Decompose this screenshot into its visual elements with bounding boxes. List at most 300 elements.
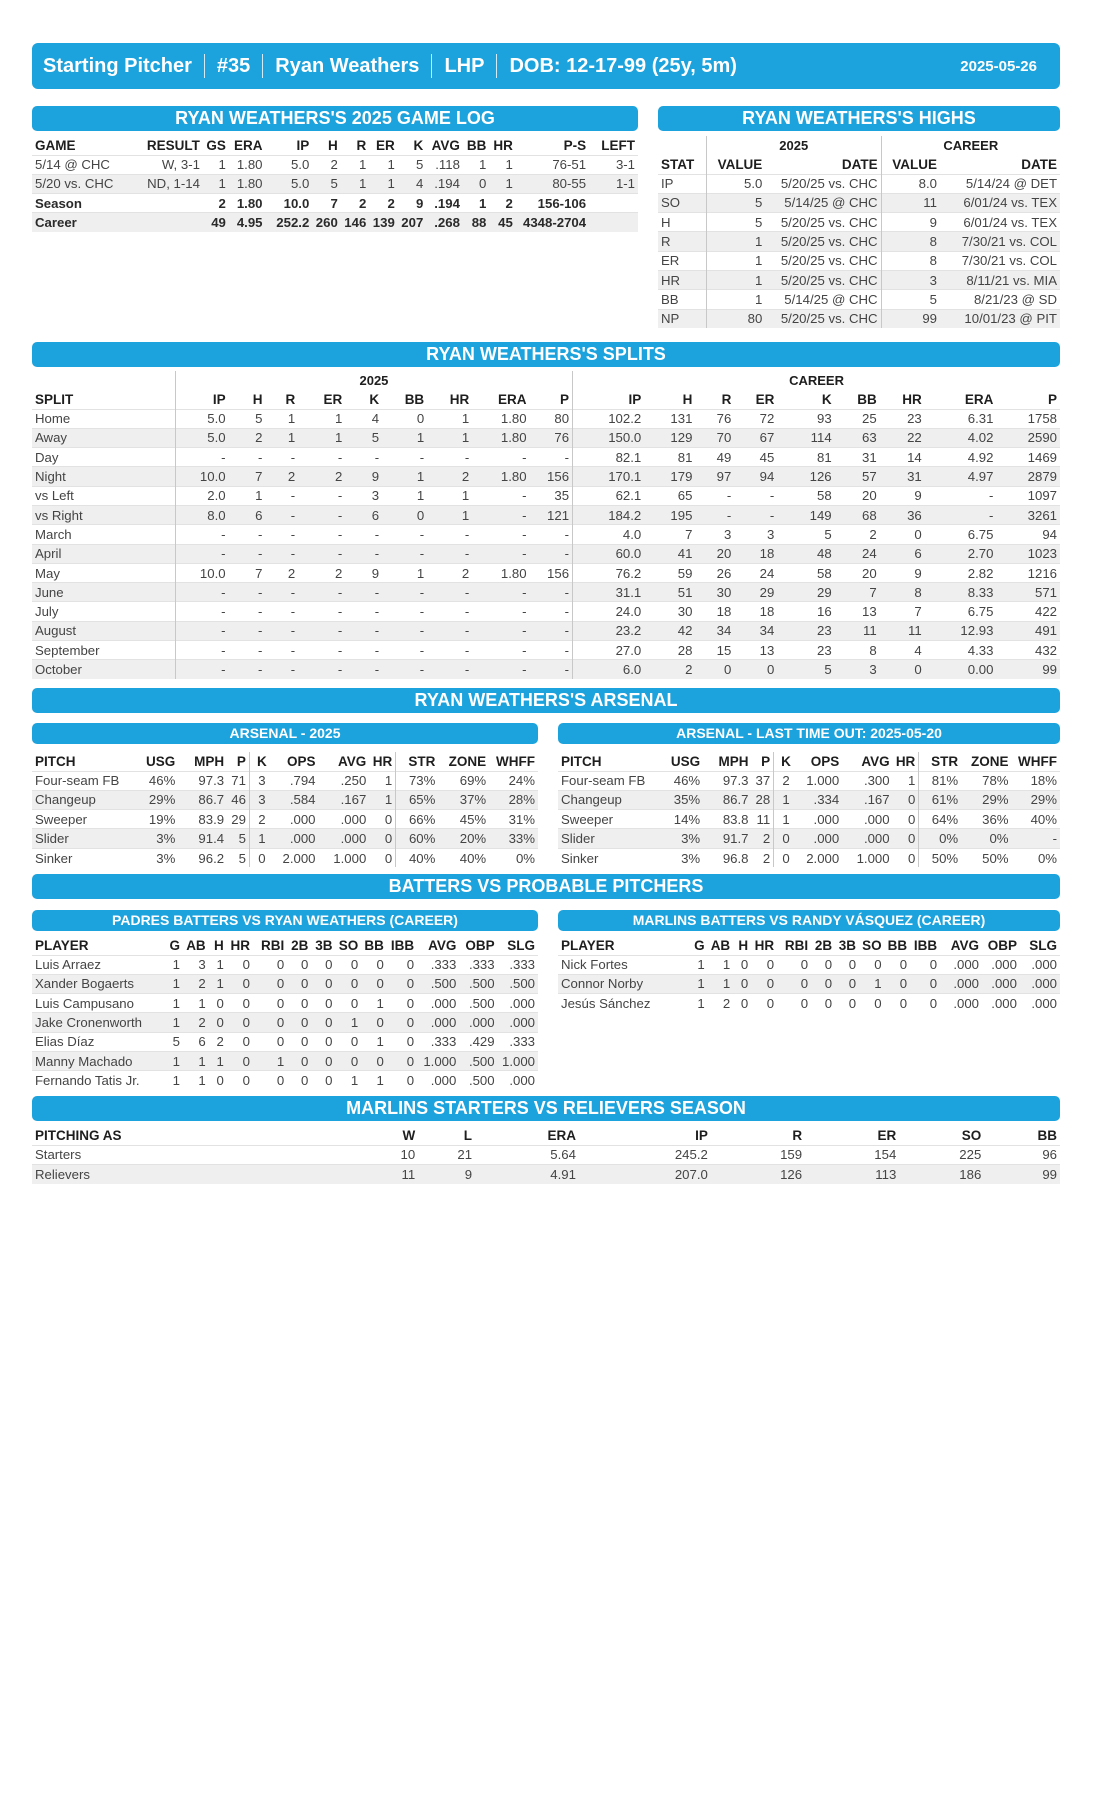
table-cell: 1 <box>341 174 370 193</box>
table-cell: Night <box>32 467 175 486</box>
table-cell: 0 <box>287 1013 311 1032</box>
table-cell: 21 <box>418 1145 475 1164</box>
table-cell: .194 <box>426 174 463 193</box>
column-header: ERA <box>233 137 263 153</box>
table-cell: .000 <box>498 1071 538 1090</box>
table-cell: 94 <box>734 467 777 486</box>
table-cell: 81% <box>919 771 961 790</box>
column-header: BB <box>887 937 908 953</box>
table-cell: 31 <box>835 448 880 467</box>
table-cell: 63 <box>835 428 880 447</box>
table-cell: 25 <box>835 409 880 428</box>
table-cell: 0 <box>253 974 287 993</box>
table-cell: Elias Díaz <box>32 1032 165 1051</box>
table-cell: 2 <box>369 194 398 213</box>
table-cell: 6.31 <box>925 409 997 428</box>
table-cell: 3 <box>249 771 273 790</box>
column-header: AVG <box>338 753 367 769</box>
table-cell: .500 <box>417 974 459 993</box>
table-cell: 1 <box>265 409 298 428</box>
table-cell: 0 <box>835 955 859 974</box>
table-cell: 131 <box>644 409 695 428</box>
column-header: STR <box>408 753 436 769</box>
table-row <box>32 1164 1060 1183</box>
table-cell: - <box>472 621 529 640</box>
table-cell: 45 <box>489 213 515 232</box>
column-header: HR <box>893 752 919 771</box>
table-cell: 11 <box>835 621 880 640</box>
table-cell: 1 <box>369 174 398 193</box>
table-cell: 6.75 <box>925 602 997 621</box>
table-cell: Four-seam FB <box>558 771 667 790</box>
table-cell: 1 <box>369 155 398 174</box>
table-cell: 14% <box>667 810 703 829</box>
table-row <box>32 660 1060 679</box>
table-cell: 3-1 <box>589 155 638 174</box>
table-cell: - <box>265 641 298 660</box>
table-row <box>32 155 638 174</box>
column-header: L <box>463 1127 473 1143</box>
table-cell: 1 <box>183 1071 209 1090</box>
table-cell: 5 <box>777 525 834 544</box>
table-cell: 1 <box>203 155 229 174</box>
table-cell: 0 <box>774 848 798 867</box>
table-cell: 7 <box>229 563 266 582</box>
table-cell: 491 <box>996 621 1060 640</box>
table-cell: 9 <box>880 486 925 505</box>
table-cell: - <box>925 486 997 505</box>
table-cell: R <box>658 232 706 251</box>
table-cell: IP <box>658 174 706 193</box>
table-cell: 60% <box>396 829 439 848</box>
table-cell: 93 <box>777 409 834 428</box>
column-header: HR <box>902 391 922 407</box>
column-header: H <box>252 391 263 407</box>
table-cell: 24% <box>489 771 538 790</box>
table-cell: 7/30/21 vs. COL <box>940 251 1060 270</box>
table-cell: 4.91 <box>475 1164 579 1183</box>
table-row <box>32 583 1060 602</box>
table-cell: 1.000 <box>842 848 892 867</box>
table-cell: 1 <box>369 771 395 790</box>
table-cell: 0 <box>387 1051 417 1070</box>
marlins-bvp-title: MARLINS BATTERS VS RANDY VÁSQUEZ (CAREER) <box>558 910 1060 931</box>
table-cell: 2 <box>203 194 229 213</box>
table-cell: 7 <box>312 194 341 213</box>
table-cell: 0 <box>227 994 253 1013</box>
table-row <box>558 955 1060 974</box>
table-cell: Relievers <box>32 1164 334 1183</box>
table-cell: - <box>472 525 529 544</box>
table-cell: 76-51 <box>516 155 589 174</box>
table-cell: 5/20/25 vs. CHC <box>765 232 881 251</box>
column-header: R <box>356 137 367 153</box>
table-cell: Day <box>32 448 175 467</box>
table-cell: - <box>298 621 345 640</box>
table-cell: - <box>427 621 472 640</box>
table-cell: 45% <box>438 810 489 829</box>
table-cell: 102.2 <box>573 409 645 428</box>
table-cell: 1 <box>774 790 798 809</box>
table-cell: - <box>734 505 777 524</box>
starters-relievers-table <box>32 1126 1060 1184</box>
table-cell: HR <box>658 270 706 289</box>
table-cell: 0 <box>253 1013 287 1032</box>
table-cell: - <box>175 583 228 602</box>
table-cell: 5 <box>706 213 765 232</box>
column-header: USG <box>146 753 176 769</box>
table-cell: - <box>265 660 298 679</box>
table-cell: 150.0 <box>573 428 645 447</box>
table-cell: - <box>925 505 997 524</box>
table-cell: 2 <box>427 563 472 582</box>
table-cell: 0 <box>910 955 940 974</box>
table-cell: 76 <box>695 409 734 428</box>
table-row <box>658 290 1060 309</box>
table-cell: .000 <box>417 1013 459 1032</box>
table-cell: 0 <box>227 1013 253 1032</box>
table-cell: 1.80 <box>472 409 529 428</box>
table-cell: 2 <box>427 467 472 486</box>
table-cell: 0 <box>910 994 940 1013</box>
column-header: IBB <box>913 937 938 953</box>
table-cell: 99 <box>996 660 1060 679</box>
column-header: MPH <box>718 753 749 769</box>
table-cell: 5/20/25 vs. CHC <box>765 270 881 289</box>
table-row <box>32 428 1060 447</box>
table-cell: 5 <box>227 848 249 867</box>
table-cell: 2879 <box>996 467 1060 486</box>
table-cell: 29 <box>777 583 834 602</box>
table-cell: .000 <box>319 810 370 829</box>
table-cell: 0 <box>287 955 311 974</box>
table-cell: May <box>32 563 175 582</box>
table-cell: .194 <box>426 194 463 213</box>
table-cell: 5 <box>706 193 765 212</box>
table-cell: 69% <box>438 771 489 790</box>
table-cell: - <box>229 621 266 640</box>
table-cell: vs Left <box>32 486 175 505</box>
table-cell: 0 <box>811 994 835 1013</box>
column-header: ERA <box>964 391 994 407</box>
table-cell: 1.000 <box>798 771 842 790</box>
table-cell: Jesús Sánchez <box>558 994 690 1013</box>
column-header: SO <box>338 937 359 953</box>
table-cell: - <box>427 641 472 660</box>
table-cell: Fernando Tatis Jr. <box>32 1071 165 1090</box>
table-cell: 4.95 <box>229 213 266 232</box>
column-header: PLAYER <box>561 937 615 953</box>
column-header: AVG <box>950 937 979 953</box>
table-cell: - <box>530 544 573 563</box>
table-cell: 2 <box>489 194 515 213</box>
table-cell: - <box>345 660 382 679</box>
table-cell: 0 <box>733 974 751 993</box>
splits-table <box>32 371 1060 679</box>
table-cell: 0 <box>885 974 911 993</box>
table-cell <box>589 213 638 232</box>
table-cell: .000 <box>940 955 982 974</box>
table-cell: 19% <box>142 810 179 829</box>
table-cell: 33% <box>489 829 538 848</box>
table-cell: 0 <box>893 829 919 848</box>
table-cell: 9 <box>398 194 427 213</box>
table-cell: - <box>345 621 382 640</box>
table-cell: - <box>427 448 472 467</box>
table-cell: 0 <box>880 525 925 544</box>
table-cell: 2 <box>298 467 345 486</box>
table-cell: 1 <box>382 428 427 447</box>
table-cell: 0 <box>287 1071 311 1090</box>
table-cell: - <box>530 641 573 660</box>
column-header: HR <box>230 937 250 953</box>
table-cell: 3% <box>142 848 179 867</box>
column-header: ERA <box>498 391 527 407</box>
table-cell: August <box>32 621 175 640</box>
table-cell: 0 <box>811 955 835 974</box>
table-cell: 70 <box>695 428 734 447</box>
table-cell: 2590 <box>996 428 1060 447</box>
table-cell: 20 <box>835 486 880 505</box>
table-cell: 1 <box>253 1051 287 1070</box>
table-cell: - <box>229 602 266 621</box>
table-cell: 9 <box>881 213 940 232</box>
table-cell: 2.000 <box>798 848 842 867</box>
table-row <box>32 467 1060 486</box>
table-cell: 0 <box>893 810 919 829</box>
arsenal-season-title: ARSENAL - 2025 <box>32 723 538 744</box>
table-cell: 35% <box>667 790 703 809</box>
table-cell: 7 <box>644 525 695 544</box>
table-row <box>32 1013 538 1032</box>
table-row <box>32 525 1060 544</box>
table-cell: - <box>298 486 345 505</box>
table-cell: 0 <box>227 974 253 993</box>
group-header: 2025 <box>175 371 572 390</box>
table-cell: Changeup <box>558 790 667 809</box>
column-header: USG <box>670 753 701 769</box>
table-cell: 2 <box>183 1013 209 1032</box>
table-cell: .000 <box>417 1071 459 1090</box>
table-cell: 23.2 <box>573 621 645 640</box>
arsenal-last-table <box>558 752 1060 867</box>
column-header: P <box>1047 391 1057 407</box>
column-header: GAME <box>35 137 76 153</box>
table-cell: 49 <box>695 448 734 467</box>
table-cell: 13 <box>734 641 777 660</box>
table-cell: - <box>298 525 345 544</box>
table-cell: - <box>265 602 298 621</box>
table-cell: 31% <box>489 810 538 829</box>
table-cell: 31.1 <box>573 583 645 602</box>
table-cell: - <box>382 641 427 660</box>
table-cell: 5.0 <box>266 155 313 174</box>
table-cell: 30 <box>695 583 734 602</box>
marlins-bvp-table <box>558 936 1060 1013</box>
table-cell: - <box>345 641 382 660</box>
table-cell: April <box>32 544 175 563</box>
column-header: LEFT <box>601 137 635 153</box>
table-cell: 6.75 <box>925 525 997 544</box>
table-cell: 0 <box>835 974 859 993</box>
table-cell: 94 <box>996 525 1060 544</box>
table-cell: 9 <box>880 563 925 582</box>
table-cell: 5/14/25 @ CHC <box>765 193 881 212</box>
table-cell: - <box>265 525 298 544</box>
table-cell: - <box>175 448 228 467</box>
table-cell: ER <box>658 251 706 270</box>
table-cell: .000 <box>940 994 982 1013</box>
column-header: ER <box>877 1127 897 1143</box>
table-cell: Home <box>32 409 175 428</box>
header-divider <box>496 54 497 78</box>
table-cell: Sinker <box>32 848 142 867</box>
table-cell: 22 <box>880 428 925 447</box>
table-cell: .794 <box>274 771 319 790</box>
table-cell: 65 <box>644 486 695 505</box>
table-cell: .000 <box>319 829 370 848</box>
column-header: ERA <box>547 1127 576 1143</box>
group-header: CAREER <box>943 138 999 153</box>
table-cell: 225 <box>899 1145 984 1164</box>
header-dob: DOB: 12-17-99 (25y, 5m) <box>509 54 737 77</box>
table-cell: - <box>382 544 427 563</box>
table-cell: 0 <box>361 955 387 974</box>
table-cell: 0 <box>387 1013 417 1032</box>
table-cell: 1 <box>361 1071 387 1090</box>
table-row <box>32 771 538 790</box>
table-row <box>32 544 1060 563</box>
table-cell: 5 <box>881 290 940 309</box>
column-header: IP <box>628 391 642 407</box>
table-cell: 2 <box>752 829 774 848</box>
table-cell: - <box>345 602 382 621</box>
table-cell: Slider <box>558 829 667 848</box>
table-cell: - <box>427 660 472 679</box>
table-cell: 49 <box>203 213 229 232</box>
table-cell: - <box>298 448 345 467</box>
column-header: HR <box>369 752 395 771</box>
table-cell: 0 <box>311 974 335 993</box>
column-header: IP <box>212 391 226 407</box>
table-cell: 18 <box>734 602 777 621</box>
table-cell: - <box>175 544 228 563</box>
table-cell: .500 <box>459 1051 497 1070</box>
table-cell: 99 <box>984 1164 1060 1183</box>
table-cell: 96.2 <box>178 848 227 867</box>
column-header: ER <box>376 137 395 153</box>
table-cell: 11 <box>334 1164 418 1183</box>
column-header: STAT <box>658 155 706 174</box>
table-cell: .584 <box>274 790 319 809</box>
table-cell: .000 <box>798 810 842 829</box>
table-cell: 4.92 <box>925 448 997 467</box>
table-cell: 40% <box>1012 810 1060 829</box>
highs-title: RYAN WEATHERS'S HIGHS <box>658 106 1060 131</box>
table-cell: - <box>175 660 228 679</box>
column-header: BB <box>857 391 877 407</box>
table-cell: 4 <box>880 641 925 660</box>
table-cell: 1 <box>708 974 734 993</box>
table-cell: March <box>32 525 175 544</box>
table-cell: 0 <box>227 1071 253 1090</box>
table-cell: 60.0 <box>573 544 645 563</box>
table-cell: 0 <box>227 1032 253 1051</box>
table-cell: H <box>658 213 706 232</box>
table-cell: 7/30/21 vs. COL <box>940 232 1060 251</box>
table-cell: .000 <box>417 994 459 1013</box>
table-row <box>558 974 1060 993</box>
column-header: K <box>369 391 380 407</box>
table-cell: 0 <box>311 1071 335 1090</box>
table-cell: 0 <box>253 1071 287 1090</box>
table-cell: 46 <box>227 790 249 809</box>
table-row <box>32 974 538 993</box>
table-cell: - <box>229 525 266 544</box>
table-cell: 9 <box>418 1164 475 1183</box>
table-cell: 1 <box>427 505 472 524</box>
table-cell: - <box>695 486 734 505</box>
table-cell: Xander Bogaerts <box>32 974 165 993</box>
table-cell: 8/11/21 vs. MIA <box>940 270 1060 289</box>
table-cell: .000 <box>842 810 892 829</box>
column-header: VALUE <box>717 156 763 172</box>
column-header: SLG <box>1029 937 1057 953</box>
table-cell: 99 <box>881 309 940 328</box>
table-row <box>32 1051 538 1070</box>
column-header: SPLIT <box>32 390 175 409</box>
table-cell: - <box>345 448 382 467</box>
table-cell <box>134 213 203 232</box>
table-cell: 1.000 <box>498 1051 538 1070</box>
table-cell: 1 <box>209 974 227 993</box>
table-cell: .000 <box>459 1013 497 1032</box>
table-cell: - <box>472 486 529 505</box>
table-cell: 24.0 <box>573 602 645 621</box>
table-cell: 6 <box>345 505 382 524</box>
table-cell: - <box>265 486 298 505</box>
table-cell: 260 <box>312 213 341 232</box>
group-header: 2025 <box>706 136 881 155</box>
table-cell: 13 <box>835 602 880 621</box>
table-cell: 3261 <box>996 505 1060 524</box>
game-log-table <box>32 136 638 232</box>
table-cell: - <box>530 621 573 640</box>
splits-title: RYAN WEATHERS'S SPLITS <box>32 342 1060 367</box>
table-cell: 1.80 <box>472 428 529 447</box>
table-cell: - <box>265 544 298 563</box>
column-header: 3B <box>838 937 857 953</box>
column-header: SO <box>862 937 882 953</box>
table-cell: 86.7 <box>178 790 227 809</box>
column-header: K <box>256 753 267 769</box>
table-cell: 0 <box>811 974 835 993</box>
table-cell: 5/14 @ CHC <box>32 155 134 174</box>
table-cell: 5 <box>227 829 249 848</box>
table-cell: 0 <box>249 848 273 867</box>
table-cell: - <box>229 641 266 660</box>
table-cell: 0 <box>253 955 287 974</box>
table-cell: - <box>265 505 298 524</box>
table-cell: 1.80 <box>229 194 266 213</box>
table-cell: 1 <box>336 1013 362 1032</box>
table-cell: 15 <box>695 641 734 660</box>
table-cell: 1 <box>165 955 183 974</box>
header-player-name: Ryan Weathers <box>275 54 420 77</box>
table-cell: 83.9 <box>178 810 227 829</box>
table-cell: 6 <box>229 505 266 524</box>
table-cell: 0 <box>751 974 777 993</box>
